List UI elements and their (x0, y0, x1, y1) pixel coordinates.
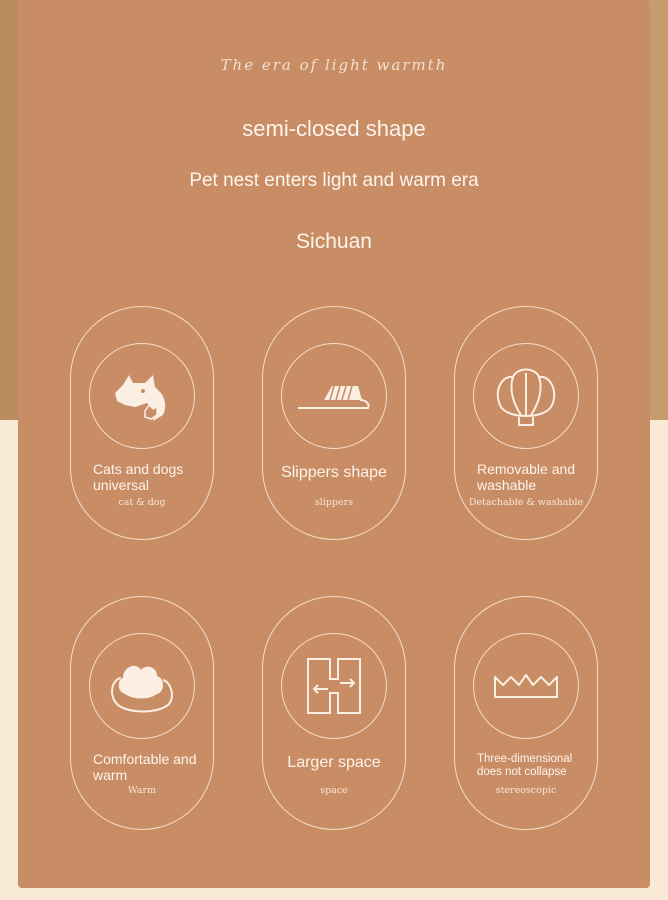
feature-card-stereoscopic (454, 596, 598, 830)
feature-sublabel: slippers (314, 497, 354, 508)
feature-label: Three-dimensional does not collapse (477, 753, 573, 778)
feature-sublabel: Warm (127, 785, 157, 796)
feature-card-washable (454, 306, 598, 540)
feature-card-slippers (262, 306, 406, 540)
crown-edge-icon (491, 669, 561, 703)
feature-label: Removable and washable (477, 461, 576, 493)
feature-sublabel: stereoscopic (495, 785, 557, 796)
cloud-cushion-icon (107, 656, 177, 716)
feature-card-cats-dogs (70, 306, 214, 540)
icon-ring (89, 343, 195, 449)
page-title: semi-closed shape (242, 116, 426, 141)
feature-sublabel: space (320, 785, 348, 796)
feature-label: Larger space (287, 754, 381, 771)
region-label: Sichuan (296, 230, 372, 253)
feature-card-warm (70, 596, 214, 830)
feature-label: Slippers shape (281, 464, 387, 481)
shell-icon (491, 363, 561, 429)
slipper-icon (294, 376, 374, 416)
page-subtitle: Pet nest enters light and warm era (189, 170, 479, 191)
expand-space-icon (304, 655, 364, 717)
script-tagline: The era of light warmth (220, 56, 448, 74)
icon-ring (281, 343, 387, 449)
feature-sublabel: Detachable & washable (468, 497, 584, 508)
icon-ring (473, 343, 579, 449)
icon-ring (473, 633, 579, 739)
icon-ring (89, 633, 195, 739)
feature-label: Cats and dogs universal (93, 461, 184, 493)
feature-sublabel: cat & dog (118, 497, 166, 508)
cat-dog-icon (109, 363, 175, 429)
feature-label: Comfortable and warm (93, 751, 197, 783)
icon-ring (281, 633, 387, 739)
feature-card-space (262, 596, 406, 830)
feature-panel (18, 0, 650, 888)
